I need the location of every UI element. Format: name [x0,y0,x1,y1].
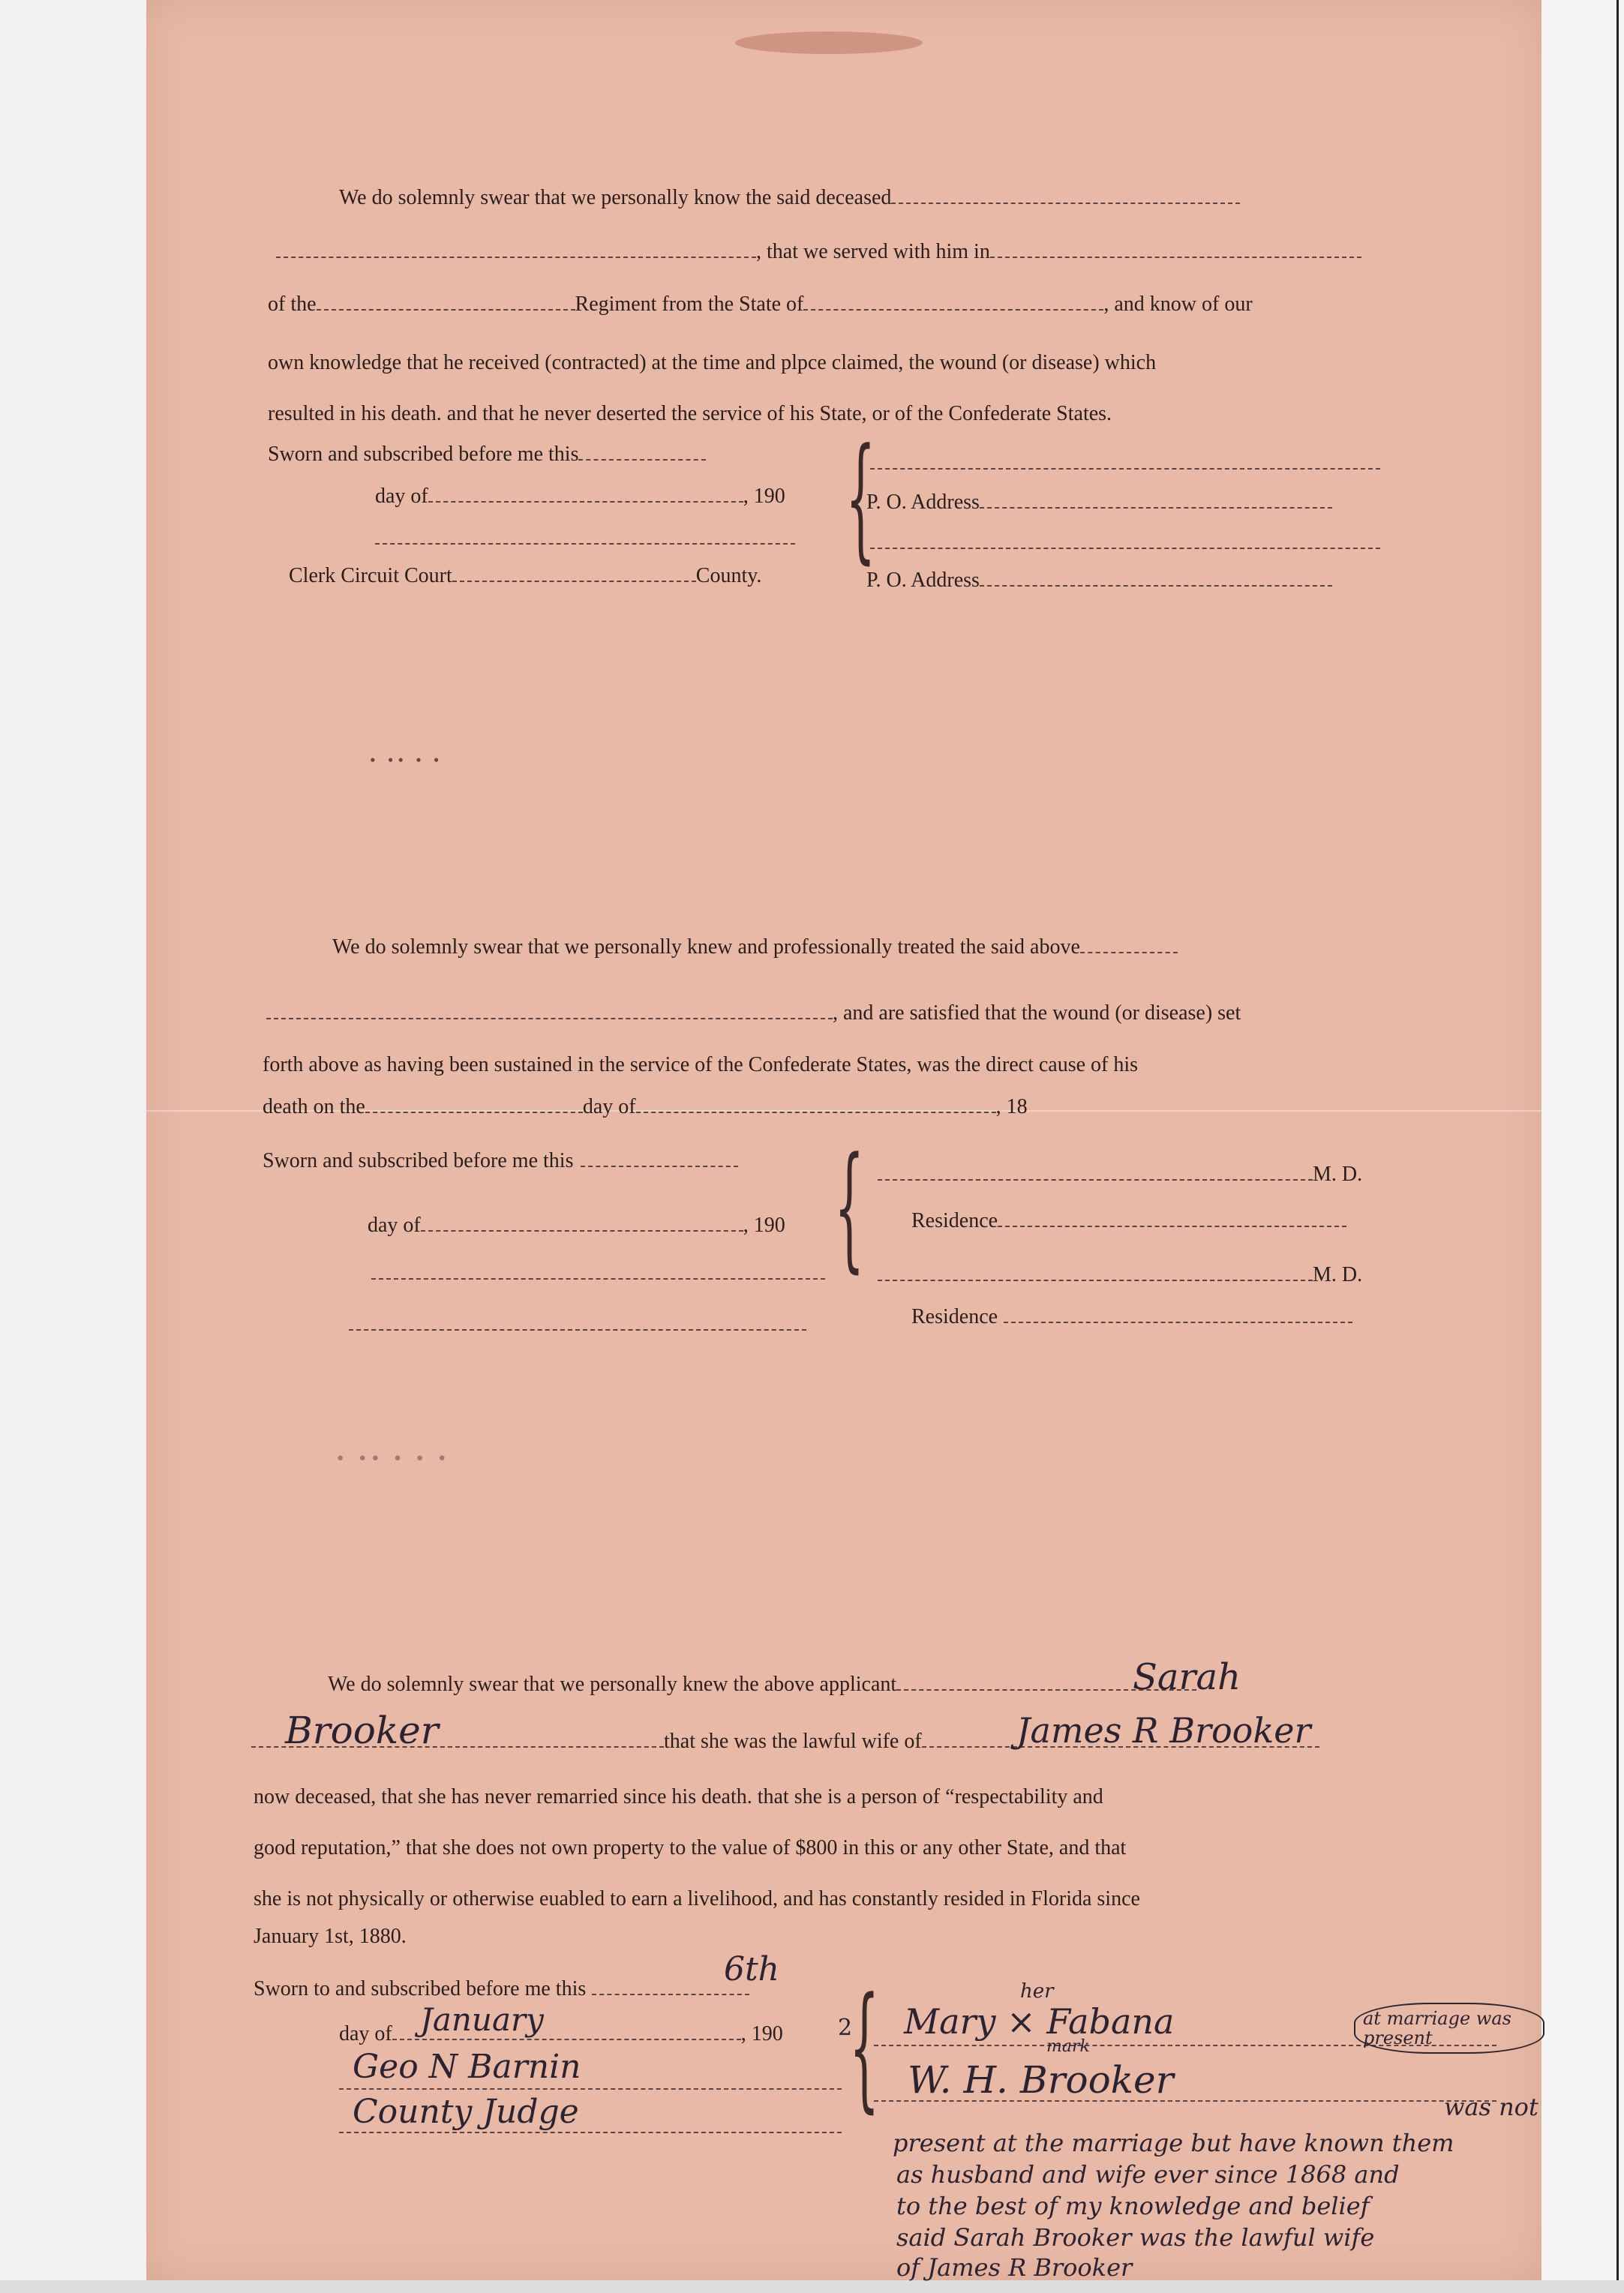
s1-witness-line-2 [870,530,1380,557]
hand-husband: James R Brooker [1016,1710,1311,1751]
scan-edge-line [1616,0,1619,2293]
hand-note-3: as husband and wife ever since 1868 and [896,2160,1400,2189]
blank-s2-name-2[interactable] [266,1000,833,1019]
s1-witness-line-1 [870,450,1380,477]
hand-witness1-mark: mark [1046,2037,1090,2056]
s2-day-of [368,1212,785,1239]
s1-year-label: , 190 [743,485,785,508]
blank-s2-clerk-sign-1[interactable] [371,1260,825,1280]
blank-s2-doctor-2[interactable] [878,1262,1313,1281]
s2-residence-label-2: Residence [911,1305,998,1328]
s2-md-1 [878,1161,1362,1188]
s1-text-a: We do solemnly swear that we personally know the said deceased [339,186,892,209]
s1-sworn-label: Sworn and subscribed before me this [268,443,579,466]
s1-line-2 [276,239,1361,266]
s1-po-label-1: P. O. Address [866,491,980,514]
blank-s2-residence-1[interactable] [998,1208,1346,1227]
s1-line-5: resulted in his death. and that he never deserted the service of his State, or of the Confederate States. [268,402,1112,425]
s3-line-1 [328,1671,1196,1698]
s1-line-4: own knowledge that he received (contracted) at the time and plpce claimed, the wound (or disease) which [268,351,1157,374]
blank-s2-name[interactable] [1080,934,1178,953]
hand-witness1-her: her [1020,1980,1054,2003]
blank-s1-witness-2[interactable] [870,530,1380,549]
s3-line-6: January 1st, 1880. [254,1925,407,1948]
s2-text-d2: day of [582,1095,636,1118]
blank-s1-month[interactable] [428,483,743,503]
blank-s1-sworn-day[interactable] [578,441,706,461]
s3-day-of-label: day of [339,2022,392,2045]
s2-sign-2 [349,1311,806,1338]
s1-clerk-sign [375,525,795,552]
blank-company[interactable] [990,239,1361,258]
hand-note-5: said Sarah Brooker was the lawful wife [896,2223,1375,2252]
s2-sworn [263,1148,738,1175]
blank-regiment[interactable] [317,291,575,311]
blank-s1-po-2[interactable] [980,567,1332,587]
blank-s1-county[interactable] [452,563,696,582]
s1-day-of [375,483,785,510]
s2-text-d1: death on the [263,1095,365,1118]
s1-clerk [289,563,761,590]
s1-line-1 [339,185,1240,212]
s3-text-b: that she was the lawful wife of [664,1730,922,1753]
blank-s2-clerk-sign-2[interactable] [349,1311,806,1331]
hand-witness1: Mary × Fabana [904,2001,1175,2042]
s2-sworn-label: Sworn and subscribed before me this [263,1149,574,1172]
s1-text-b: , that we served with him in [756,240,990,263]
s3-sworn-label: Sworn to and subscribed before me this [254,1977,587,2000]
s2-md-label-2: M. D. [1313,1263,1363,1286]
s3-brace: { [849,1969,880,2126]
s1-day-of-label: day of [375,485,428,508]
blank-s1-po-1[interactable] [980,489,1332,509]
s2-residence-label-1: Residence [911,1209,998,1232]
scan-margin [1541,0,1624,2293]
blank-deceased-2[interactable] [276,239,756,258]
blank-s2-sworn-day[interactable] [581,1148,738,1167]
hand-day: 6th [724,1950,780,1988]
hand-judge-title: County Judge [353,2093,579,2131]
scan-bottom-margin [0,2280,1624,2293]
blank-s1-witness-1[interactable] [870,450,1380,470]
s2-text-d3: , 18 [995,1095,1028,1118]
s1-po-2 [866,567,1332,594]
s2-year-label: , 190 [743,1214,785,1237]
hand-witness1-note: at marriage was present [1354,2003,1544,2054]
s2-res-2 [911,1304,1352,1331]
s2-res-1 [911,1208,1346,1235]
hand-judge-name: Geo N Barnin [353,2048,581,2086]
s3-year-label: , 190 [740,2022,783,2045]
s1-brace: { [845,420,876,577]
hand-note-1: was not [1444,2093,1538,2121]
s1-clerk-label: Clerk Circuit Court [289,564,452,587]
s2-text-b: , and are satisfied that the wound (or disease) set [833,1001,1241,1025]
s2-day-of-label: day of [368,1214,421,1237]
s2-line-1 [332,934,1178,961]
s1-text-c3: , and know of our [1103,293,1253,316]
hand-witness2: W. H. Brooker [908,2058,1174,2102]
s2-line-3: forth above as having been sustained in the service of the Confederate States, was the direct cause of his [263,1053,1139,1076]
hand-note-6: of James R Brooker [896,2253,1133,2282]
blank-s1-clerk-sign[interactable] [375,525,795,545]
ink-spots: ⋅ ⋅⋅ ⋅ ⋅ [368,743,442,777]
blank-s2-doctor-1[interactable] [878,1161,1313,1181]
s2-sign-1 [371,1260,825,1287]
s1-text-c1: of the [268,293,317,316]
s3-line-3: now deceased, that she has never remarried since his death. that she is a person of “respectability and [254,1785,1103,1808]
blank-s2-death-day[interactable] [365,1094,583,1113]
hand-note-2: present at the marriage but have known them [893,2129,1454,2157]
s1-po-1 [866,489,1332,516]
s1-po-label-2: P. O. Address [866,569,980,592]
hand-applicant-last: Brooker [285,1709,439,1752]
s2-line-2 [266,1000,1241,1027]
ink-smudge: ⋅ ⋅⋅ ⋅ ⋅ ⋅ [334,1437,449,1479]
s2-text-a: We do solemnly swear that we personally knew and professionally treated the said above [332,935,1080,959]
hand-year-digit: 2 [838,2015,853,2041]
blank-state[interactable] [803,291,1103,311]
s1-sworn [268,441,706,468]
s3-day-of [339,2021,783,2048]
s2-md-2 [878,1262,1362,1289]
hand-month: January [420,2001,544,2038]
blank-s2-month[interactable] [421,1212,743,1232]
s2-md-label-1: M. D. [1313,1163,1363,1186]
s1-line-3 [268,291,1253,318]
s1-county-label: County. [695,564,762,587]
hand-note-4: to the best of my knowledge and belief [896,2192,1370,2220]
blank-s2-residence-2[interactable] [1004,1304,1352,1323]
blank-deceased[interactable] [891,185,1240,204]
hand-applicant-first: Sarah [1133,1656,1241,1698]
tape-mark [735,32,923,54]
s2-brace: { [834,1129,865,1286]
s3-line-4: good reputation,” that she does not own property to the value of $800 in this or any other State, and that [254,1836,1127,1859]
s3-line-5: she is not physically or otherwise euabled to earn a livelihood, and has constantly resided in Florida since [254,1887,1140,1910]
s1-text-c2: Regiment from the State of [575,293,804,316]
s2-line-4 [263,1094,1028,1121]
blank-s2-death-month[interactable] [636,1094,996,1113]
s3-sworn [254,1976,749,2003]
s3-text-a: We do solemnly swear that we personally knew the above applicant [328,1673,897,1696]
